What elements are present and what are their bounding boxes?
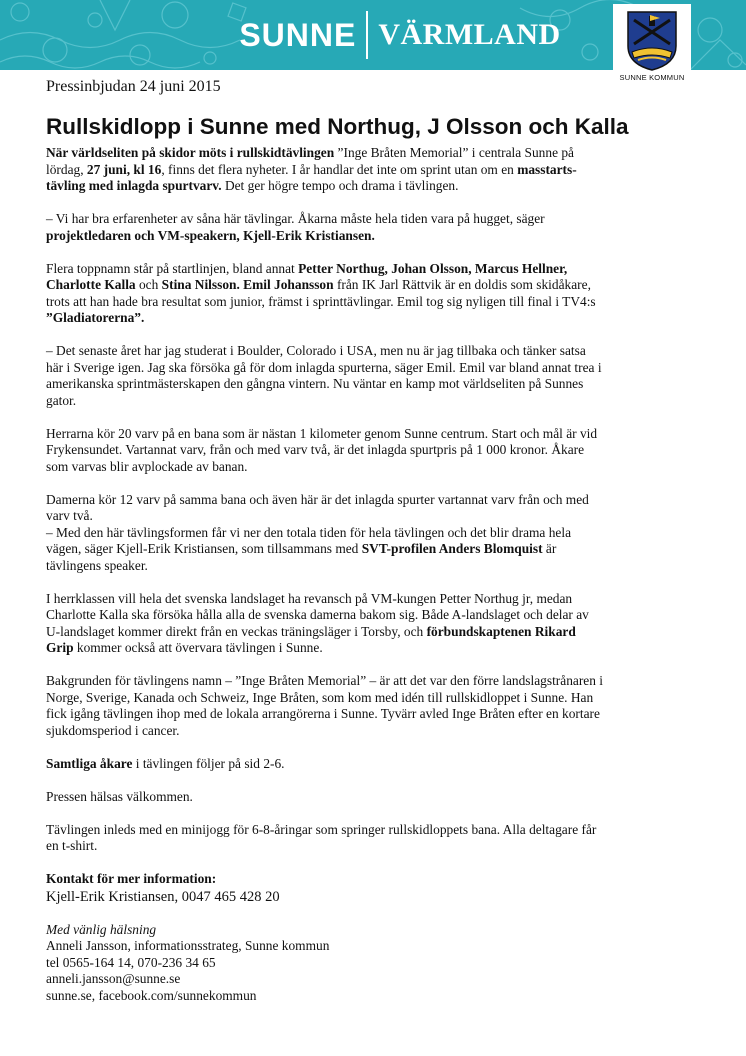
paragraph-women-race: Damerna kör 12 varv på samma bana och även här är det inlagda spurter vartannat varv från och med varv två. — [46, 491, 589, 523]
text: från IK Jarl Rättvik är en doldis som skidåkare, trots att han hade bra resultat som junior, främst i sprinttävlingar. Emil tog sig nyligen till final i TV4:s — [46, 277, 596, 309]
text: I herrklassen vill hela det svenska landslaget ha revansch på VM-kungen Petter Northug jr, medan Charlotte Kalla ska försöka hålla alla de svenska damerna bakom sig. Både A-landslaget och delar av U-landslaget kommer direkt från en veckas träningsläger i Torsby, och — [46, 590, 589, 639]
crest-caption: SUNNE KOMMUN — [619, 73, 685, 82]
signature-name: Anneli Jansson, informationsstrateg, Sunne kommun — [46, 938, 330, 953]
brand-varmland: VÄRMLAND — [378, 18, 561, 51]
signature-phone: tel 0565-164 14, 070-236 34 65 — [46, 954, 216, 970]
bold-text: SVT-profilen Anders Blomquist — [361, 541, 543, 556]
headline: Rullskidlopp i Sunne med Northug, J Olsson och Kalla — [46, 114, 629, 139]
text: och — [135, 277, 162, 292]
bold-text: 27 juni, kl 16 — [86, 161, 162, 177]
article-body — [46, 145, 606, 1004]
signature-block — [46, 922, 606, 1005]
signature-email[interactable]: anneli.jansson@sunne.se — [46, 971, 181, 986]
municipality-crest — [613, 4, 691, 100]
contact-block — [46, 871, 606, 906]
signature-greeting: Med vänlig hälsning — [46, 921, 157, 937]
bold-text: Petter Northug, Johan Olsson, Marcus Hellner, Charlotte Kalla — [46, 260, 568, 292]
paragraph-background: Bakgrunden för tävlingens namn – ”Inge Bråten Memorial” – är att det var den förre landslagstrånaren i Norge, Sverige, Kanada och Schweiz, Inge Bråten, som kom med idén till rullskidloppet i Sunne. Han fick igång tävlingen ihop med de lokala arrangörerna i Sunne. Tyvärr avled Inge Bråten efter en kortare sjukdomsperiod i cancer. — [46, 673, 603, 738]
brand-divider — [366, 11, 368, 59]
crest-icon — [626, 10, 678, 72]
paragraph-race-format-quote — [46, 525, 606, 575]
text: är tävlingens speaker. — [46, 541, 557, 573]
text: Flera toppnamn står på startlinjen, bland annat — [46, 260, 299, 276]
brand-sunne: SUNNE — [239, 16, 357, 53]
paragraph-emil-quote: – Det senaste året har jag studerat i Boulder, Colorado i USA, men nu är jag tillbaka och tänker satsa här i Sverige igen. Jag ska försöka gå för dom inlagda spurterna, säger Emil. Emil var bland annat trea i amerikanska sprintmästerskapen den gångna vintern. Nu väntar en kamp mot världseliten på Sunnes gator. — [46, 343, 602, 408]
text: , finns det flera nyheter. I år handlar det inte om sprint utan om en — [161, 161, 518, 177]
signature-web[interactable]: sunne.se, facebook.com/sunnekommun — [46, 987, 257, 1003]
paragraph-men-race: Herrarna kör 20 varv på en bana som är nästan 1 kilometer genom Sunne centrum. Start och mål är vid Frykensundet. Vartannat varv, från och med varv två, är det inlagda spurtpris på 1 000 kronor. Åkare som varvas blir avplockade av banan. — [46, 425, 598, 474]
paragraph-quote-organizer — [46, 211, 606, 244]
contact-person: Kjell-Erik Kristiansen, 0047 465 428 20 — [46, 888, 280, 905]
bold-text: förbundskaptenen Rikard Grip — [46, 623, 576, 655]
paragraph-national-team — [46, 591, 606, 657]
text: Det ger högre tempo och drama i tävlingen. — [221, 178, 459, 193]
paragraph-press-welcome: Pressen hälsas välkommen. — [46, 788, 193, 804]
contact-title: Kontakt för mer information: — [46, 871, 217, 886]
text: – Med den här tävlingsformen får vi ner den totala tiden för hela tävlingen och det blir drama hela vägen, säger Kjell-Erik Kristiansen, som tillsammans med — [46, 524, 572, 556]
text: ”Inge Bråten Memorial” i centrala Sunne på lördag, — [46, 145, 575, 177]
bold-text: ”Gladiatorerna”. — [46, 310, 145, 325]
dateline: Pressinbjudan 24 juni 2015 — [46, 78, 221, 95]
bold-text: projektledaren och VM-speakern, Kjell-Erik Kristiansen. — [46, 227, 375, 243]
paragraph-participants-list — [46, 756, 606, 773]
text: – Vi har bra erfarenheter av såna här tävlingar. Åkarna måste hela tiden vara på hugget, säger — [46, 211, 545, 226]
brand-logo — [0, 0, 600, 70]
paragraph-intro — [46, 145, 606, 195]
bold-text: Samtliga åkare — [46, 755, 133, 771]
bold-text: Stina Nilsson. Emil Johansson — [161, 277, 334, 292]
text: i tävlingen följer på sid 2-6. — [132, 755, 285, 771]
paragraph-minijogg: Tävlingen inleds med en minijogg för 6-8-åringar som springer rullskidloppets bana. Alla deltagare får en t-shirt. — [46, 821, 597, 853]
text: kommer också att övervara tävlingen i Sunne. — [73, 640, 323, 655]
bold-text: När världseliten på skidor möts i rullskidtävlingen — [46, 145, 335, 160]
paragraph-participants — [46, 261, 606, 327]
bold-text: masstartstävling med inlagda spurtvarv. — [46, 161, 577, 193]
